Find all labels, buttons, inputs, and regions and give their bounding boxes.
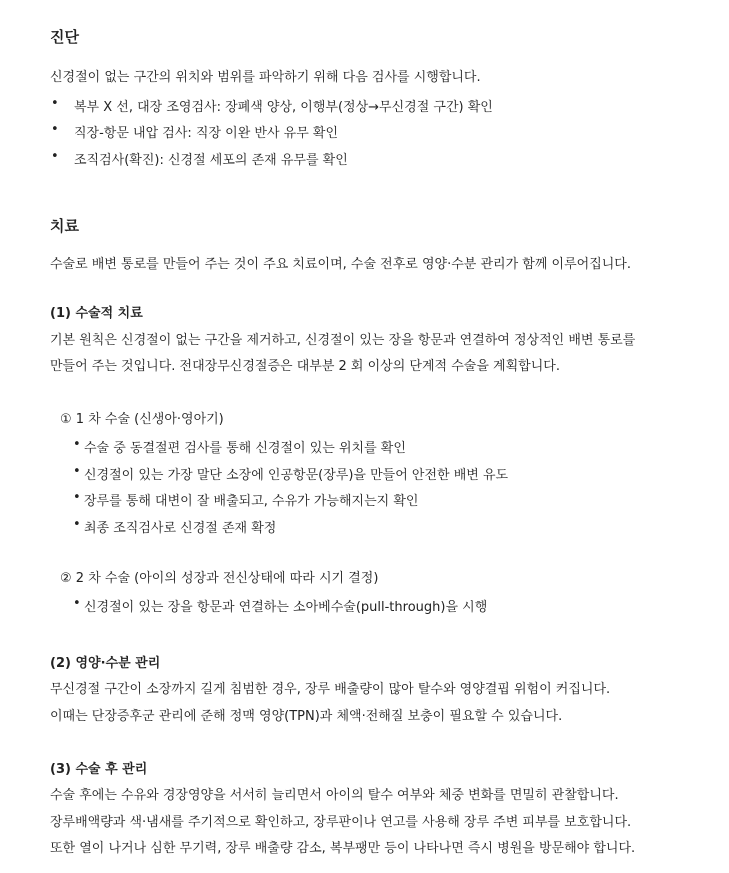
stage1-item <box>0 437 729 455</box>
bullet-icon: • <box>73 464 81 479</box>
nutrition-line: 무신경절 구간이 소장까지 길게 침범한 경우, 장루 배출량이 많아 탈수와 영양결핍 위험이 커집니다. <box>50 682 611 697</box>
stage1-item-text: 신경절이 있는 가장 말단 소장에 인공항문(장루)을 만들어 안전한 배변 유도 <box>84 468 509 483</box>
diagnosis-item-text: 복부 X 선, 대장 조영검사: 장폐색 양상, 이행부(정상→무신경절 구간) 확인 <box>74 100 493 115</box>
surgical-paragraph-line: 만들어 주는 것입니다. 전대장무신경절증은 대부분 2 회 이상의 단계적 수술을 계획합니다. <box>50 359 560 374</box>
stage2-item <box>0 596 729 614</box>
bullet-icon: • <box>51 149 59 164</box>
bullet-icon: • <box>73 596 81 611</box>
diagnosis-item <box>0 149 729 167</box>
nutrition-heading: (2) 영양·수분 관리 <box>50 656 161 671</box>
stage1-heading: ① 1 차 수술 (신생아·영아기) <box>60 412 224 427</box>
stage1-item-text: 장루를 통해 대변이 잘 배출되고, 수유가 가능해지는지 확인 <box>84 494 419 509</box>
bullet-icon: • <box>51 96 59 111</box>
postop-line: 수술 후에는 수유와 경장영양을 서서히 늘리면서 아이의 탈수 여부와 체중 변화를 면밀히 관찰합니다. <box>50 788 619 803</box>
stage1-item <box>0 464 729 482</box>
diagnosis-item-text: 직장-항문 내압 검사: 직장 이완 반사 유무 확인 <box>74 126 339 141</box>
stage2-item-text: 신경절이 있는 장을 항문과 연결하는 소아베수술(pull-through)을 시행 <box>84 600 488 615</box>
stage1-item-text: 최종 조직검사로 신경절 존재 확정 <box>84 521 277 536</box>
postop-line: 장루배액량과 색·냄새를 주기적으로 확인하고, 장루판이나 연고를 사용해 장루 주변 피부를 보호합니다. <box>50 815 632 830</box>
diagnosis-intro: 신경절이 없는 구간의 위치와 범위를 파악하기 위해 다음 검사를 시행합니다. <box>50 70 481 85</box>
diagnosis-item-text: 조직검사(확진): 신경절 세포의 존재 유무를 확인 <box>74 153 348 168</box>
stage2-heading: ② 2 차 수술 (아이의 성장과 전신상태에 따라 시기 결정) <box>60 571 379 586</box>
diagnosis-item <box>0 96 729 114</box>
surgical-heading: (1) 수술적 치료 <box>50 306 143 321</box>
treatment-intro: 수술로 배변 통로를 만들어 주는 것이 주요 치료이며, 수술 전후로 영양·수분 관리가 함께 이루어집니다. <box>50 257 631 272</box>
nutrition-line: 이때는 단장증후군 관리에 준해 정맥 영양(TPN)과 체액·전해질 보충이 필요할 수 있습니다. <box>50 709 563 724</box>
diagnosis-item <box>0 122 729 140</box>
stage1-item <box>0 517 729 535</box>
stage1-item <box>0 490 729 508</box>
bullet-icon: • <box>51 122 59 137</box>
bullet-icon: • <box>73 437 81 452</box>
stage1-item-text: 수술 중 동결절편 검사를 통해 신경절이 있는 위치를 확인 <box>84 441 406 456</box>
treatment-heading: 치료 <box>50 217 79 235</box>
surgical-paragraph-line: 기본 원칙은 신경절이 없는 구간을 제거하고, 신경절이 있는 장을 항문과 연결하여 정상적인 배변 통로를 <box>50 333 636 348</box>
postop-heading: (3) 수술 후 관리 <box>50 762 148 777</box>
bullet-icon: • <box>73 490 81 505</box>
diagnosis-heading: 진단 <box>50 28 79 46</box>
bullet-icon: • <box>73 517 81 532</box>
postop-line: 또한 열이 나거나 심한 무기력, 장루 배출량 감소, 복부팽만 등이 나타나면 즉시 병원을 방문해야 합니다. <box>50 841 636 856</box>
